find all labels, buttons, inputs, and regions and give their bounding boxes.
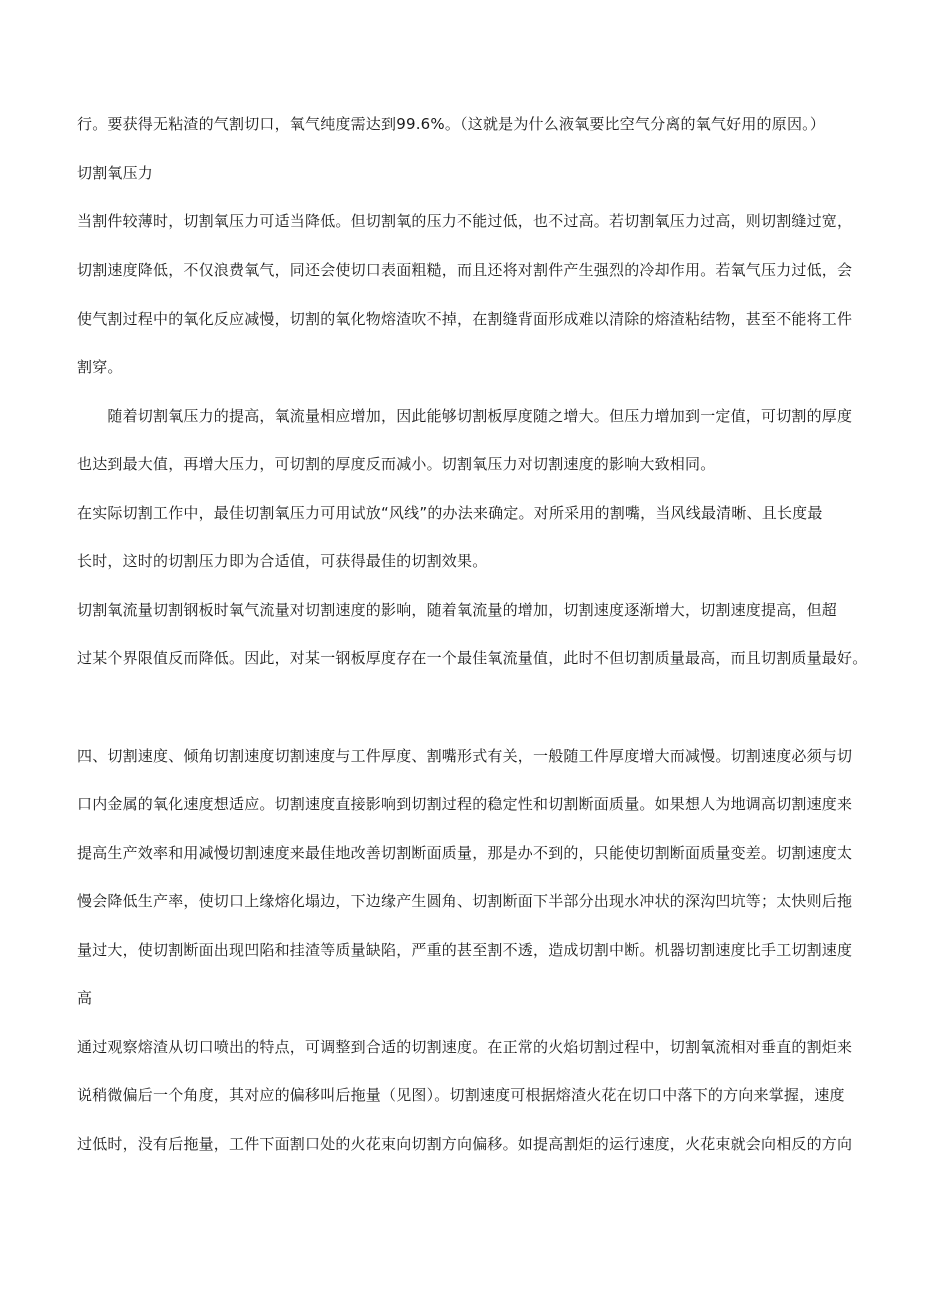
text-line: 过某个界限值反而降低。因此，对某一钢板厚度存在一个最佳氧流量值，此时不但切割质量最高，而且切割质量最好。 [77,649,868,667]
text-line: 四、切割速度、倾角切割速度切割速度与工件厚度、割嘴形式有关，一般随工件厚度增大而减慢。切割速度必须与切 [77,747,853,765]
text-line: 割穿。 [77,358,123,376]
text-line: 高 [77,989,93,1007]
text-line: 在实际切割工作中，最佳切割氧压力可用试放“风线”的办法来确定。对所采用的割嘴，当风线最清晰、且长度最 [77,504,823,522]
text-line: 切割速度降低，不仅浪费氧气，同还会使切口表面粗糙，而且还将对割件产生强烈的冷却作用。若氧气压力过低，会 [77,261,853,279]
text-line: 行。要获得无粘渣的气割切口，氧气纯度需达到99.6%。（这就是为什么液氧要比空气分离的氧气好用的原因。） [77,115,826,133]
text-line: 口内金属的氧化速度想适应。切割速度直接影响到切割过程的稳定性和切割断面质量。如果想人为地调高切割速度来 [77,795,853,813]
text-line: 使气割过程中的氧化反应减慢，切割的氧化物熔渣吹不掉，在割缝背面形成难以清除的熔渣粘结物，甚至不能将工件 [77,310,853,328]
text-line: 也达到最大值，再增大压力，可切割的厚度反而减小。切割氧压力对切割速度的影响大致相同。 [77,455,716,473]
text-line: 慢会降低生产率，使切口上缘熔化塌边，下边缘产生圆角、切割断面下半部分出现水冲状的深沟凹坑等；太快则后拖 [77,892,853,910]
text-line: 量过大，使切割断面出现凹陷和挂渣等质量缺陷，严重的甚至割不透，造成切割中断。机器切割速度比手工切割速度 [77,941,853,959]
text-line: 随着切割氧压力的提高，氧流量相应增加，因此能够切割板厚度随之增大。但压力增加到一定值，可切割的厚度 [77,407,853,425]
text-line: 通过观察熔渣从切口喷出的特点，可调整到合适的切割速度。在正常的火焰切割过程中，切割氧流相对垂直的割炬来 [77,1038,853,1056]
section-heading: 切割氧压力 [77,164,154,182]
text-line: 过低时，没有后拖量，工件下面割口处的火花束向切割方向偏移。如提高割炬的运行速度，火花束就会向相反的方向 [77,1135,853,1153]
text-line: 当割件较薄时，切割氧压力可适当降低。但切割氧的压力不能过低，也不过高。若切割氧压力过高，则切割缝过宽， [77,212,853,230]
text-line: 长时，这时的切割压力即为合适值，可获得最佳的切割效果。 [77,552,488,570]
text-line: 切割氧流量切割钢板时氧气流量对切割速度的影响，随着氧流量的增加，切割速度逐渐增大，切割速度提高，但超 [77,601,838,619]
text-line: 说稍微偏后一个角度，其对应的偏移叫后拖量（见图）。切割速度可根据熔渣火花在切口中落下的方向来掌握，速度 [77,1086,845,1104]
text-line: 提高生产效率和用减慢切割速度来最佳地改善切割断面质量，那是办不到的，只能使切割断面质量变差。切割速度太 [77,844,853,862]
